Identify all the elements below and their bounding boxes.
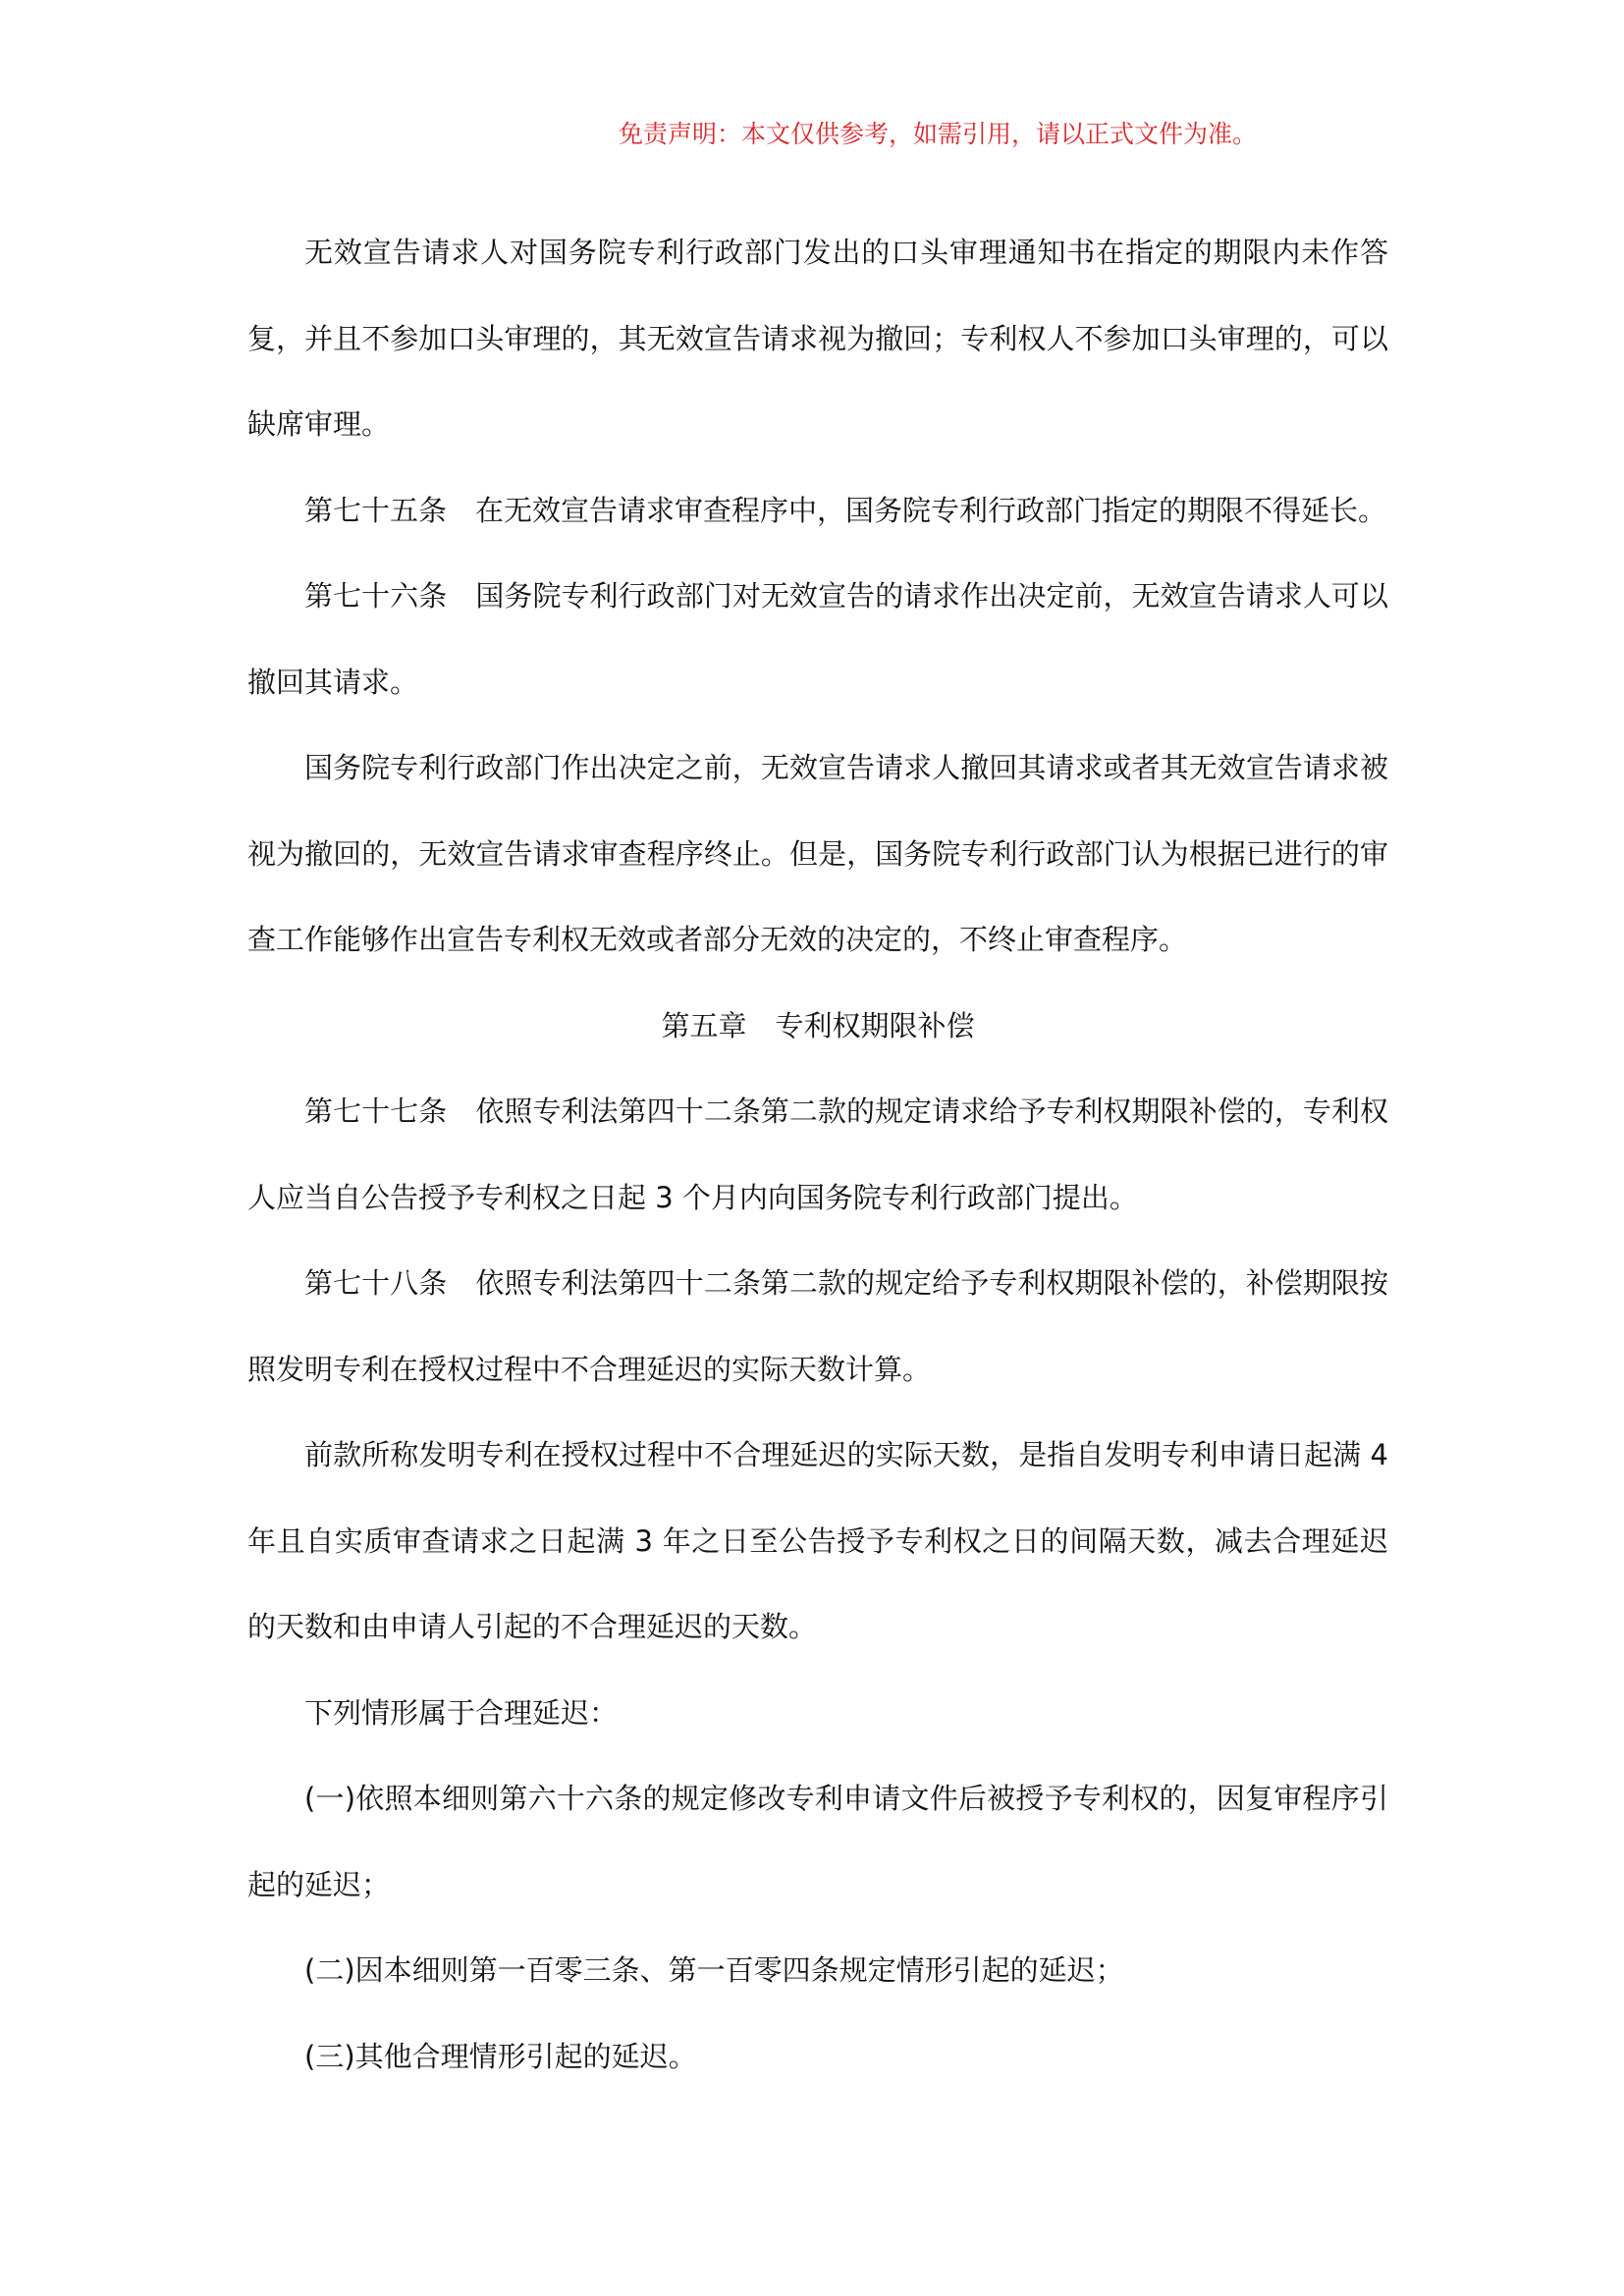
paragraph [247, 725, 1388, 984]
article-heading: 第七十七条 [304, 1095, 448, 1128]
article-text: 依照专利法第四十二条第二款的规定请求给予专利权期限补偿的，专利权人应当自公告授予专利权之日起 3 个月内向国务院专利行政部门提出。 [247, 1095, 1388, 1214]
chapter-number: 第五章 [661, 1008, 747, 1042]
paragraph [247, 1671, 1388, 1757]
paragraph-text: 下列情形属于合理延迟： [304, 1695, 619, 1730]
list-item [247, 1928, 1388, 2014]
article-heading: 第七十六条 [304, 579, 448, 613]
chapter-title: 专利权期限补偿 [775, 1008, 975, 1042]
paragraph-text: 前款所称发明专利在授权过程中不合理延迟的实际天数，是指自发明专利申请日起满 4 年且自实质审查请求之日起满 3 年之日至公告授予专利权之日的间隔天数，减去合理延迟的天数和由申请人引起的不合理延迟的天数。 [247, 1438, 1388, 1643]
paragraph-text: 无效宣告请求人对国务院专利行政部门发出的口头审理通知书在指定的期限内未作答复，并且不参加口头审理的，其无效宣告请求视为撤回；专利权人不参加口头审理的，可以缺席审理。 [247, 236, 1388, 441]
list-item-text: (二)因本细则第一百零三条、第一百零四条规定情形引起的延迟； [304, 1953, 1124, 1987]
article-78 [247, 1241, 1388, 1413]
article-heading: 第七十八条 [304, 1266, 448, 1300]
article-77 [247, 1069, 1388, 1241]
article-heading: 第七十五条 [304, 493, 448, 527]
article-75 [247, 468, 1388, 555]
document-body [247, 210, 1388, 2100]
article-text: 在无效宣告请求审查程序中，国务院专利行政部门指定的期限不得延长。 [475, 493, 1387, 527]
list-item [247, 2014, 1388, 2101]
chapter-heading [247, 984, 1388, 1070]
disclaimer-notice: 免责声明：本文仅供参考，如需引用，请以正式文件为准。 [619, 120, 1258, 148]
article-text: 依照专利法第四十二条第二款的规定给予专利权期限补偿的，补偿期限按照发明专利在授权过程中不合理延迟的实际天数计算。 [247, 1266, 1388, 1386]
paragraph [247, 1413, 1388, 1671]
article-text: 国务院专利行政部门对无效宣告的请求作出决定前，无效宣告请求人可以撤回其请求。 [247, 579, 1388, 699]
paragraph-text: 国务院专利行政部门作出决定之前，无效宣告请求人撤回其请求或者其无效宣告请求被视为撤回的，无效宣告请求审查程序终止。但是，国务院专利行政部门认为根据已进行的审查工作能够作出宣告专利权无效或者部分无效的决定的，不终止审查程序。 [247, 751, 1388, 956]
paragraph [247, 210, 1388, 468]
list-item-text: (一)依照本细则第六十六条的规定修改专利申请文件后被授予专利权的，因复审程序引起的延迟； [247, 1782, 1388, 1901]
article-76 [247, 554, 1388, 725]
list-item-text: (三)其他合理情形引起的延迟。 [304, 2039, 697, 2073]
list-item [247, 1756, 1388, 1928]
